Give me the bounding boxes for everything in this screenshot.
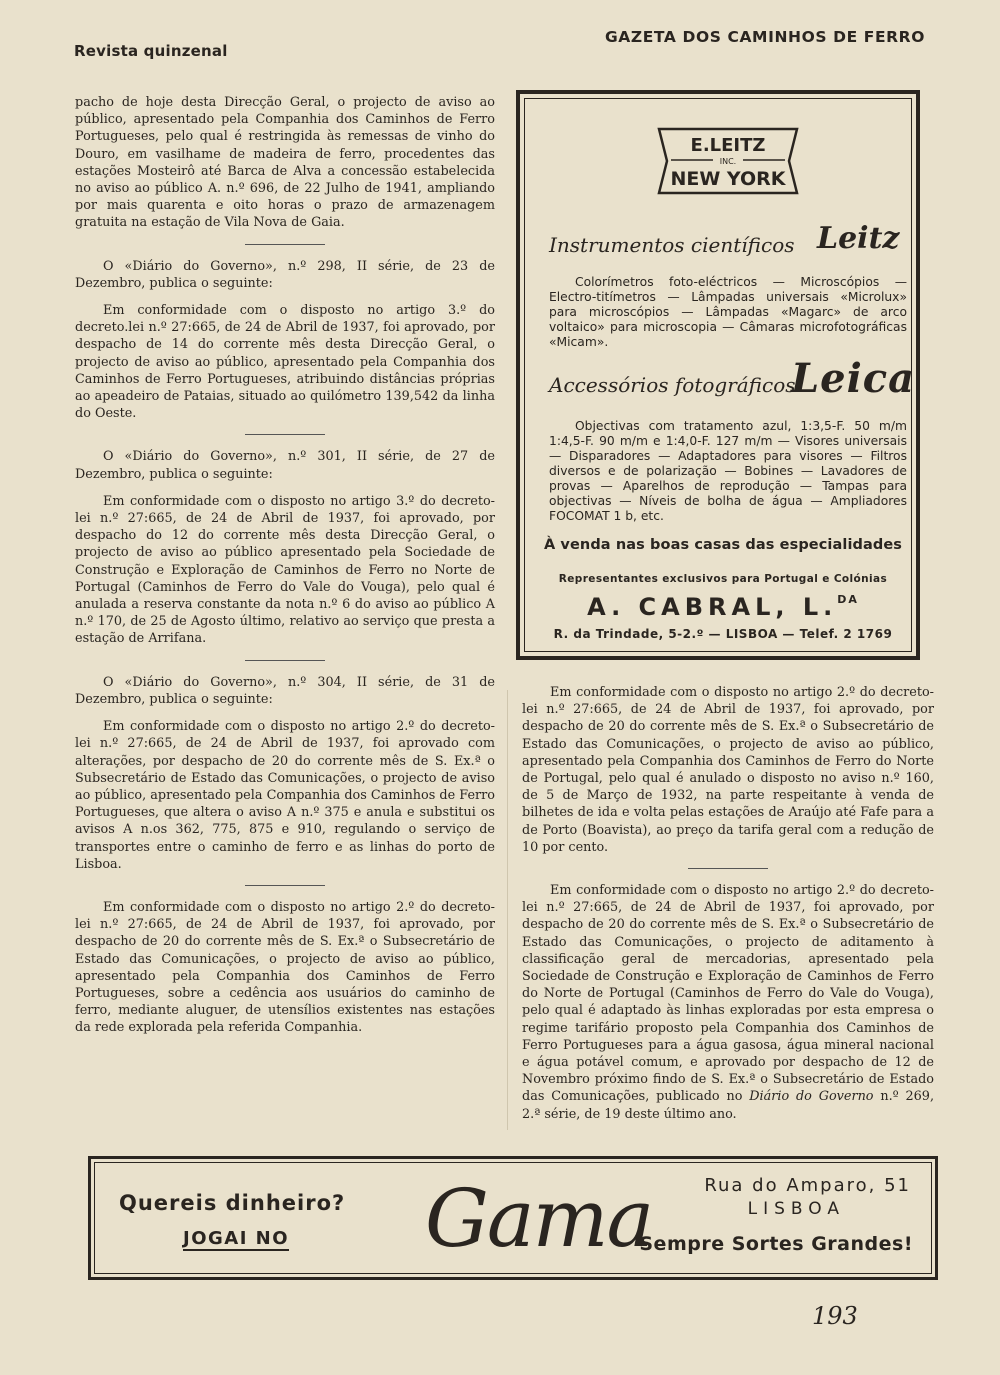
gama-slogan: Sempre Sortes Grandes! xyxy=(639,1233,913,1255)
gama-street: Rua do Amparo, 51 xyxy=(704,1175,911,1196)
ad-company-name xyxy=(525,593,921,621)
leitz-advertisement xyxy=(516,90,920,660)
paragraph: Colorímetros foto-eléctricos — Microscópios — Electro-titímetros — Lâmpadas universais «Microlux» para microscópios — Lâmpadas «Magarc» de arco voltaico» para microscopia — Câmaras microfotográficas «Micam». xyxy=(549,275,907,349)
ad-heading-photo: Accessórios fotográficos xyxy=(549,373,796,397)
ad-text-photo xyxy=(549,419,907,524)
leitz-logo-mid: INC. xyxy=(719,157,737,166)
paragraph: Em conformidade com o disposto no artigo 2.º do decreto-lei n.º 27:665, de 24 de Abril de 1937, foi aprovado, por despacho de 20 do corrente mês de S. Ex.ª o Subsecretário de Estado das Comunicações, o projecto de aviso ao público, apresentado pela Companhia dos Caminhos de Ferro do Norte de Portugal, pelo qual é anulado o disposto no aviso n.º 160, de 5 de Março de 1932, na parte respeitante à venda de bilhetes de ida e volta pelas estações de Araújo até Fafe para a de Porto (Boavista), ao preço da tarifa geral com a redução de 10 por cento. xyxy=(522,685,934,855)
paragraph: Em conformidade com o disposto no artigo 2.º do decreto-lei n.º 27:665, de 24 de Abril de 1937, foi aprovado, por despacho de 20 do corrente mês de S. Ex.ª o Subsecretário de Estado das Comunicações, o projecto de aviso ao público, apresentado pela Companhia dos Caminhos de Ferro Portugueses, sobre a cedência aos usuários do caminho de ferro, mediante aluguer, de utensílios existentes nas estações da rede explorada pela referida Companhia. xyxy=(75,899,495,1036)
ad-text-instruments xyxy=(549,275,907,350)
leitz-logo-bottom: NEW YORK xyxy=(670,168,786,190)
paragraph: Objectivas com tratamento azul, 1:3,5-F. 50 m/m 1:4,5-F. 90 m/m e 1:4,0-F. 127 m/m — Visores universais — Disparadores — Adaptadores para visores — Filtros diversos e de polarização — Bobines — Lavadores de provas — Aparelhos de reprodução — Tampas para objectivas — Níveis de bolha de água — Ampliadores FOCOMAT 1 b, etc. xyxy=(549,419,907,523)
gama-play-text: JOGAI NO xyxy=(183,1228,290,1249)
ad-heading-instruments: Instrumentos científicos xyxy=(549,233,795,257)
gama-logo: Gama xyxy=(425,1172,653,1265)
paragraph-text: Em conformidade com o disposto no artigo 2.º do decreto-lei n.º 27:665, de 24 de Abril de 1937, foi aprovado, por despacho de 20 do corrente mês de S. Ex.ª o Subsecretário de Estado das Comunicações, o projecto de aditamento à classificação geral de mercadorias, apresentado pela Sociedade de Construção e Exploração de Caminhos de Ferro do Norte de Portugal (Caminhos de Ferro do Vale do Vouga), pelo qual é adaptado às linhas exploradas por esta empresa o regime tarifário proposto pela Companhia dos Caminhos de Ferro Portugueses para a água gasosa, água mineral nacional e água potável comum, e aprovado por despacho de 12 de Novembro próximo findo de S. Ex.ª o Subsecretário de Estado das Comunicações, publicado no xyxy=(522,883,934,1105)
left-column xyxy=(75,94,495,1047)
leitz-logo-icon xyxy=(653,127,803,195)
paragraph: pacho de hoje desta Direcção Geral, o projecto de aviso ao público, apresentado pela Companhia dos Caminhos de Ferro Portugueses, pelo qual é restringida às remessas de vinho do Douro, em vasilhame de madeira de ferro, procedentes das estações Mosteirô até Barca de Alva a concessão estabelecida no aviso ao público A. n.º 696, de 22 Julho de 1941, ampliando por mais quarenta e oito horas o prazo de armazenagem gratuita na estação de Vila Nova de Gaia. xyxy=(75,95,495,231)
separator-rule xyxy=(245,885,325,886)
page-number: 193 xyxy=(812,1302,858,1330)
leitz-logo-top: E.LEITZ xyxy=(690,135,766,156)
header-journal-title: GAZETA DOS CAMINHOS DE FERRO xyxy=(604,28,925,46)
gama-advertisement xyxy=(88,1156,938,1280)
company-suffix: DA xyxy=(837,593,859,606)
separator-rule xyxy=(245,660,325,661)
separator-rule xyxy=(688,868,768,869)
gama-question: Quereis dinheiro? xyxy=(119,1191,346,1215)
column-divider xyxy=(507,690,508,1130)
paragraph: Em conformidade com o disposto no artigo 3.º do decreto.lei n.º 27:665, de 24 de Abril de 1937, foi aprovado, por despacho de 14 do corrente mês desta Direcção Geral, o projecto de aviso ao público, apresentado pela Companhia dos Caminhos de Ferro Portugueses, atribuindo distâncias próprias ao apeadeiro de Pataias, situado ao quilómetro 139,542 da linha do Oeste. xyxy=(75,303,495,422)
paragraph: Em conformidade com o disposto no artigo 2.º do decreto-lei n.º 27:665, de 24 de Abril de 1937, foi aprovado com alterações, por despacho de 20 do corrente mês de S. Ex.ª o Subsecretário de Estado das Comunicações, o projecto de aviso ao público, apresentado pela Companhia dos Caminhos de Ferro Portugueses, que altera o aviso A n.º 375 e anula e substitui os avisos A n.os 362, 775, 875 e 910, regulando o serviço de transportes entre o caminho de ferro e as linhas do porto de Lisboa. xyxy=(75,719,495,872)
paragraph: O «Diário do Governo», n.º 304, II série, de 31 de Dezembro, publica o seguinte: xyxy=(75,674,495,707)
leitz-brand-script: Leitz xyxy=(817,221,900,256)
header-left-title: Revista quinzenal xyxy=(74,42,228,60)
ad-representatives: Representantes exclusivos para Portugal e Colónias xyxy=(558,573,888,585)
paragraph xyxy=(522,882,934,1123)
separator-rule xyxy=(245,244,325,245)
paragraph: O «Diário do Governo», n.º 298, II série, de 23 de Dezembro, publica o seguinte: xyxy=(75,258,495,291)
paragraph: Em conformidade com o disposto no artigo 3.º do decreto-lei n.º 27:665, de 24 de Abril de 1937, foi aprovado, por despacho do 12 do corrente mês desta Direcção Geral, o projecto de aviso ao público apresentado pela Sociedade de Construção e Exploração de Caminhos de Ferro no Norte de Portugal (Caminhos de Ferro do Vale do Vouga), pelo qual é anulada a reserva constante da nota n.º 6 do aviso ao público A n.º 170, de 25 de Agosto último, relativo ao serviço que presta a estação de Arrifana. xyxy=(75,493,495,647)
ad-sale-notice: À venda nas boas casas das especialidades xyxy=(543,537,903,553)
leica-brand-script: Leica xyxy=(791,355,916,402)
italic-publication-title: Diário do Governo xyxy=(749,1089,874,1105)
separator-rule xyxy=(245,434,325,435)
gama-city: LISBOA xyxy=(747,1199,845,1219)
right-column xyxy=(522,684,934,1133)
ad-inner-border xyxy=(524,98,916,652)
ad-address: R. da Trindade, 5-2.º — LISBOA — Telef. 2 1769 xyxy=(553,627,893,641)
paragraph: O «Diário do Governo», n.º 301, II série, de 27 de Dezembro, publica o seguinte: xyxy=(75,449,495,482)
ad-inner-border xyxy=(94,1162,932,1274)
paragraph-end: n.º 269, 2.ª série, de 19 deste último ano. xyxy=(522,1089,935,1122)
company-name-text: A. CABRAL, L. xyxy=(587,593,838,621)
